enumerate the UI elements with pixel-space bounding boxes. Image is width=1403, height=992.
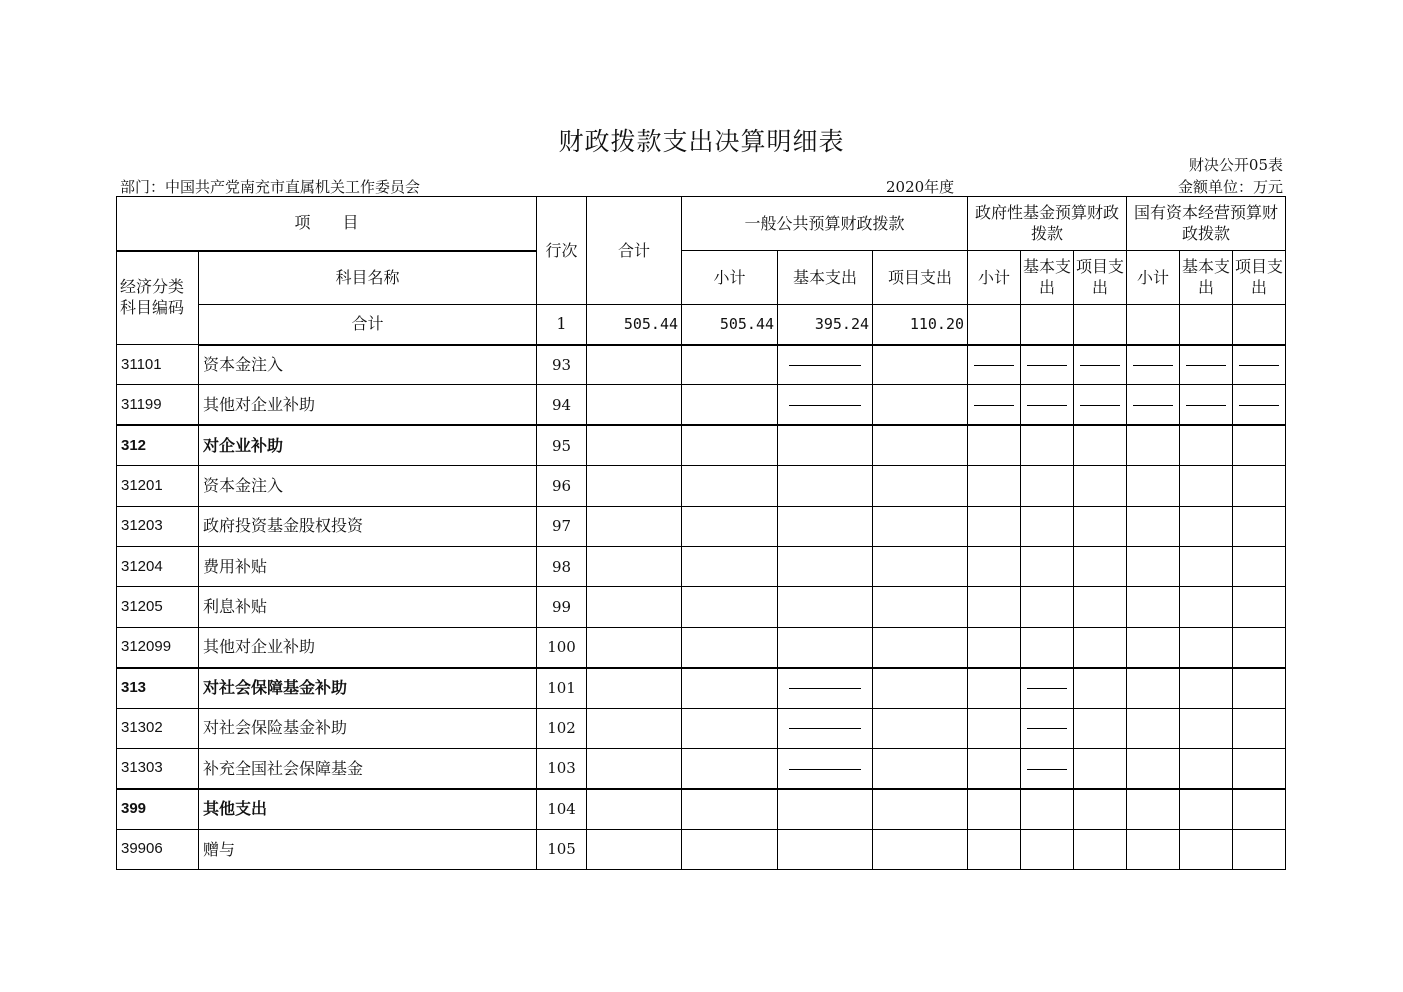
subject-name-cell: 其他对企业补助 [199, 627, 537, 667]
econ-code-cell: 31201 [117, 466, 199, 506]
econ-code-cell: 312 [117, 425, 199, 465]
row-number-cell: 93 [537, 345, 587, 385]
econ-code-cell: 312099 [117, 627, 199, 667]
subject-name-cell: 补充全国社会保障基金 [199, 748, 537, 788]
subject-name-cell: 政府投资基金股权投资 [199, 506, 537, 546]
header-general-budget: 一般公共预算财政拨款 [682, 197, 968, 251]
total-row [117, 305, 1286, 345]
subject-name-cell: 对社会保险基金补助 [199, 708, 537, 748]
expenditure-table [116, 196, 1286, 870]
header-fund-subtotal: 小计 [968, 251, 1021, 305]
row-number-cell: 105 [537, 829, 587, 869]
table-row [117, 708, 1286, 748]
econ-code-cell: 31204 [117, 546, 199, 586]
row-number-cell: 98 [537, 546, 587, 586]
row-number-cell: 102 [537, 708, 587, 748]
table-row [117, 627, 1286, 667]
econ-code-cell: 399 [117, 789, 199, 829]
not-applicable-dash [789, 688, 861, 689]
econ-code-cell: 31302 [117, 708, 199, 748]
total-amount: 505.44 [587, 305, 682, 345]
subject-name-cell: 利息补贴 [199, 587, 537, 627]
not-applicable-dash [1186, 365, 1226, 366]
econ-code-cell: 31203 [117, 506, 199, 546]
not-applicable-dash [1133, 405, 1173, 406]
header-general-project: 项目支出 [873, 251, 968, 305]
econ-code-cell: 313 [117, 668, 199, 708]
table-row [117, 546, 1286, 586]
header-general-subtotal: 小计 [682, 251, 778, 305]
subject-name-cell: 资本金注入 [199, 466, 537, 506]
amount-unit: 金额单位：万元 [1177, 178, 1283, 196]
row-number-cell: 95 [537, 425, 587, 465]
total-general-project: 110.20 [873, 305, 968, 345]
not-applicable-dash [1027, 365, 1067, 366]
total-row-no: 1 [537, 305, 587, 345]
header-gov-fund: 政府性基金预算财政拨款 [968, 197, 1127, 251]
not-applicable-dash [1027, 769, 1067, 770]
total-label: 合计 [199, 305, 537, 345]
header-econ-code: 经济分类科目编码 [117, 251, 199, 345]
subject-name-cell: 对社会保障基金补助 [199, 668, 537, 708]
department-label: 部门：中国共产党南充市直属机关工作委员会 [120, 178, 421, 196]
not-applicable-dash [1027, 405, 1067, 406]
not-applicable-dash [1080, 405, 1120, 406]
header-general-basic: 基本支出 [778, 251, 873, 305]
header-subject-name: 科目名称 [199, 251, 537, 305]
row-number-cell: 97 [537, 506, 587, 546]
econ-code-cell: 39906 [117, 829, 199, 869]
header-state-capital: 国有资本经营预算财政拨款 [1127, 197, 1286, 251]
table-row [117, 506, 1286, 546]
econ-code-cell: 31205 [117, 587, 199, 627]
row-number-cell: 103 [537, 748, 587, 788]
not-applicable-dash [789, 769, 861, 770]
econ-code-cell: 31199 [117, 385, 199, 425]
table-row [117, 668, 1286, 708]
not-applicable-dash [1186, 405, 1226, 406]
subject-name-cell: 费用补贴 [199, 546, 537, 586]
not-applicable-dash [1133, 365, 1173, 366]
page-title: 财政拨款支出决算明细表 [558, 127, 845, 156]
subject-name-cell: 对企业补助 [199, 425, 537, 465]
fiscal-year: 2020年度 [886, 178, 955, 196]
not-applicable-dash [1027, 728, 1067, 729]
header-capital-project: 项目支出 [1233, 251, 1286, 305]
table-row [117, 385, 1286, 425]
header-capital-subtotal: 小计 [1127, 251, 1180, 305]
header-total: 合计 [587, 197, 682, 305]
not-applicable-dash [789, 728, 861, 729]
table-row [117, 789, 1286, 829]
total-general-basic: 395.24 [778, 305, 873, 345]
table-row [117, 466, 1286, 506]
row-number-cell: 96 [537, 466, 587, 506]
not-applicable-dash [974, 405, 1014, 406]
form-number: 财决公开05表 [1188, 156, 1283, 174]
header-capital-basic: 基本支出 [1180, 251, 1233, 305]
subject-name-cell: 其他对企业补助 [199, 385, 537, 425]
header-fund-project: 项目支出 [1074, 251, 1127, 305]
not-applicable-dash [1027, 688, 1067, 689]
subject-name-cell: 资本金注入 [199, 345, 537, 385]
not-applicable-dash [1239, 365, 1279, 366]
row-number-cell: 100 [537, 627, 587, 667]
header-row-no: 行次 [537, 197, 587, 305]
header-item: 项 目 [117, 197, 537, 251]
not-applicable-dash [974, 365, 1014, 366]
not-applicable-dash [1239, 405, 1279, 406]
table-row [117, 345, 1286, 385]
header-fund-basic: 基本支出 [1021, 251, 1074, 305]
not-applicable-dash [789, 405, 861, 406]
table-row [117, 587, 1286, 627]
table-row [117, 748, 1286, 788]
table-row [117, 425, 1286, 465]
econ-code-cell: 31303 [117, 748, 199, 788]
econ-code-cell: 31101 [117, 345, 199, 385]
subject-name-cell: 其他支出 [199, 789, 537, 829]
row-number-cell: 101 [537, 668, 587, 708]
row-number-cell: 99 [537, 587, 587, 627]
not-applicable-dash [1080, 365, 1120, 366]
not-applicable-dash [789, 365, 861, 366]
table-row [117, 829, 1286, 869]
row-number-cell: 94 [537, 385, 587, 425]
subject-name-cell: 赠与 [199, 829, 537, 869]
total-general-subtotal: 505.44 [682, 305, 778, 345]
row-number-cell: 104 [537, 789, 587, 829]
